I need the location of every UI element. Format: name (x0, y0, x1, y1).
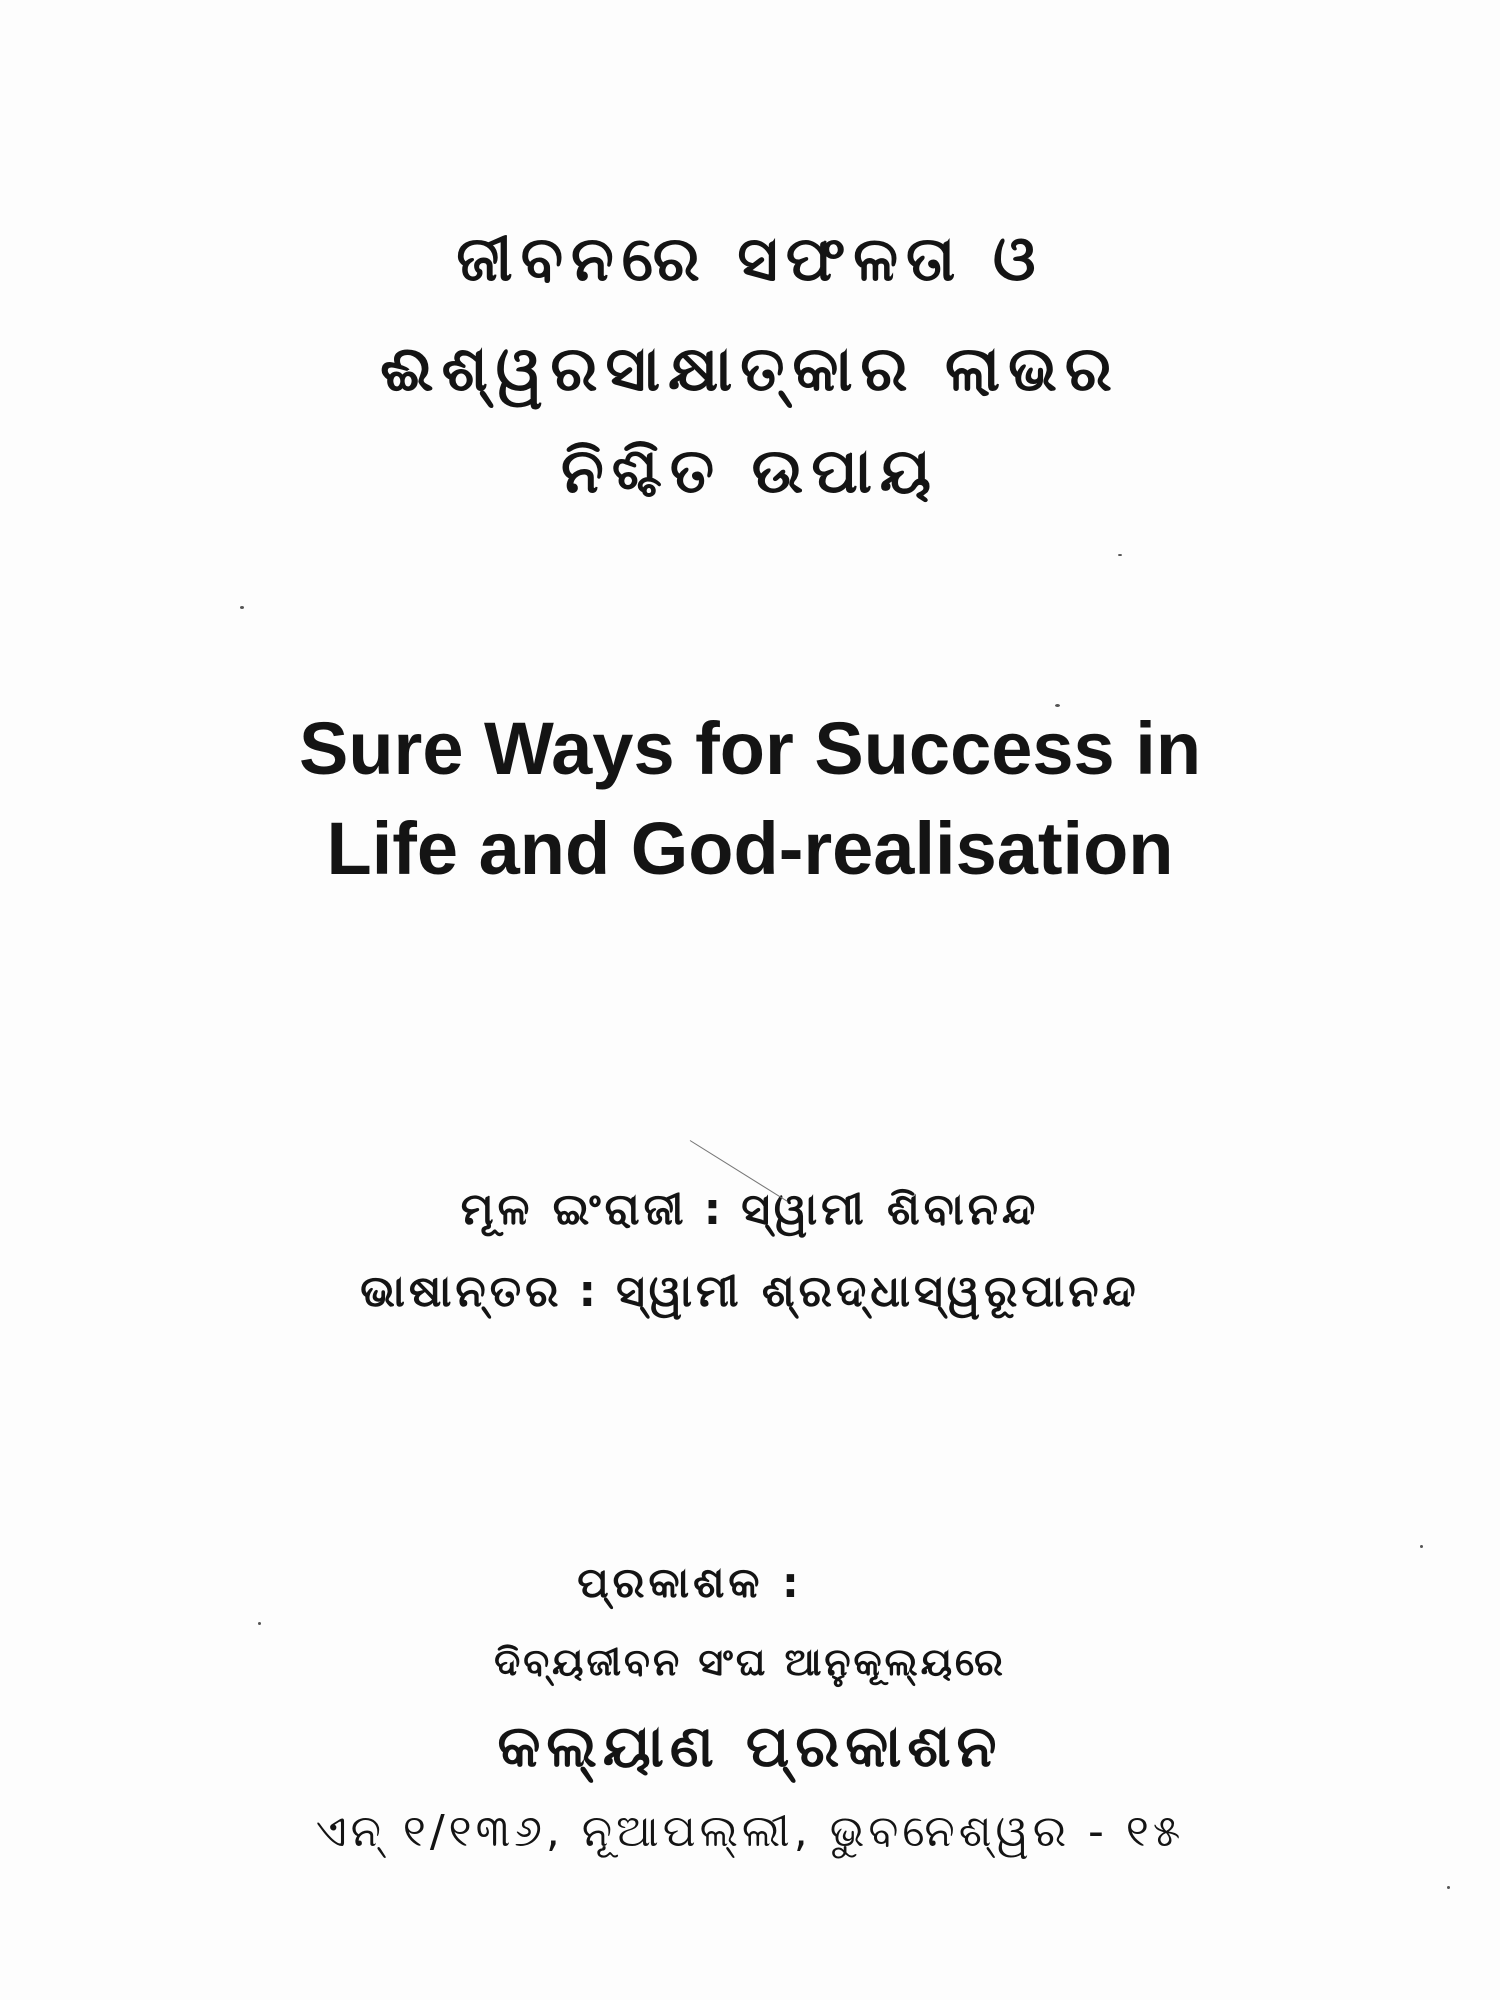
translator-credit-label: ଭାଷାନ୍ତର (360, 1266, 563, 1317)
publisher-name: କଲ୍ୟାଣ ପ୍ରକାଶନ (497, 1712, 1003, 1780)
author-name: ସ୍ୱାମୀ ଶିବାନନ୍ଦ (741, 1184, 1040, 1235)
scan-speck (1447, 1886, 1450, 1889)
scan-speck (1420, 1545, 1423, 1548)
translator-credit (0, 1266, 1500, 1317)
scan-speck (1118, 554, 1122, 556)
odia-title-line-1: ଜୀବନରେ ସଫଳତା ଓ (456, 222, 1044, 295)
author-credit (0, 1184, 1500, 1235)
scan-speck (258, 1622, 261, 1625)
publisher-sponsor: ଦିବ୍ୟଜୀବନ ସଂଘ ଆନୁକୂଲ୍ୟରେ (494, 1640, 1006, 1684)
odia-title-line-3: ନିଶ୍ଚିତ ଉପାୟ (561, 434, 939, 507)
translator-credit-separator: : (578, 1266, 601, 1317)
publisher-address: ଏନ୍ ୧/୧୩୬, ନୂଆପଲ୍ଲୀ, ଭୁବନେଶ୍ୱର - ୧୫ (315, 1806, 1185, 1857)
author-credit-separator: : (703, 1184, 726, 1235)
scan-speck (1055, 704, 1060, 707)
scan-speck (240, 606, 244, 609)
translator-name: ସ୍ୱାମୀ ଶ୍ରଦ୍ଧାସ୍ୱରୂପାନନ୍ଦ (616, 1266, 1140, 1317)
author-credit-label: ମୂଳ ଇଂରାଜୀ (460, 1184, 688, 1235)
odia-title-line-2: ଈଶ୍ୱରସାକ୍ଷାତ୍କାର ଲାଭର (380, 332, 1120, 405)
publisher-label: ପ୍ରକାଶକ : (577, 1558, 803, 1607)
english-title-line-1: Sure Ways for Success in (298, 707, 1202, 790)
english-title-line-2: Life and God-realisation (326, 807, 1174, 890)
